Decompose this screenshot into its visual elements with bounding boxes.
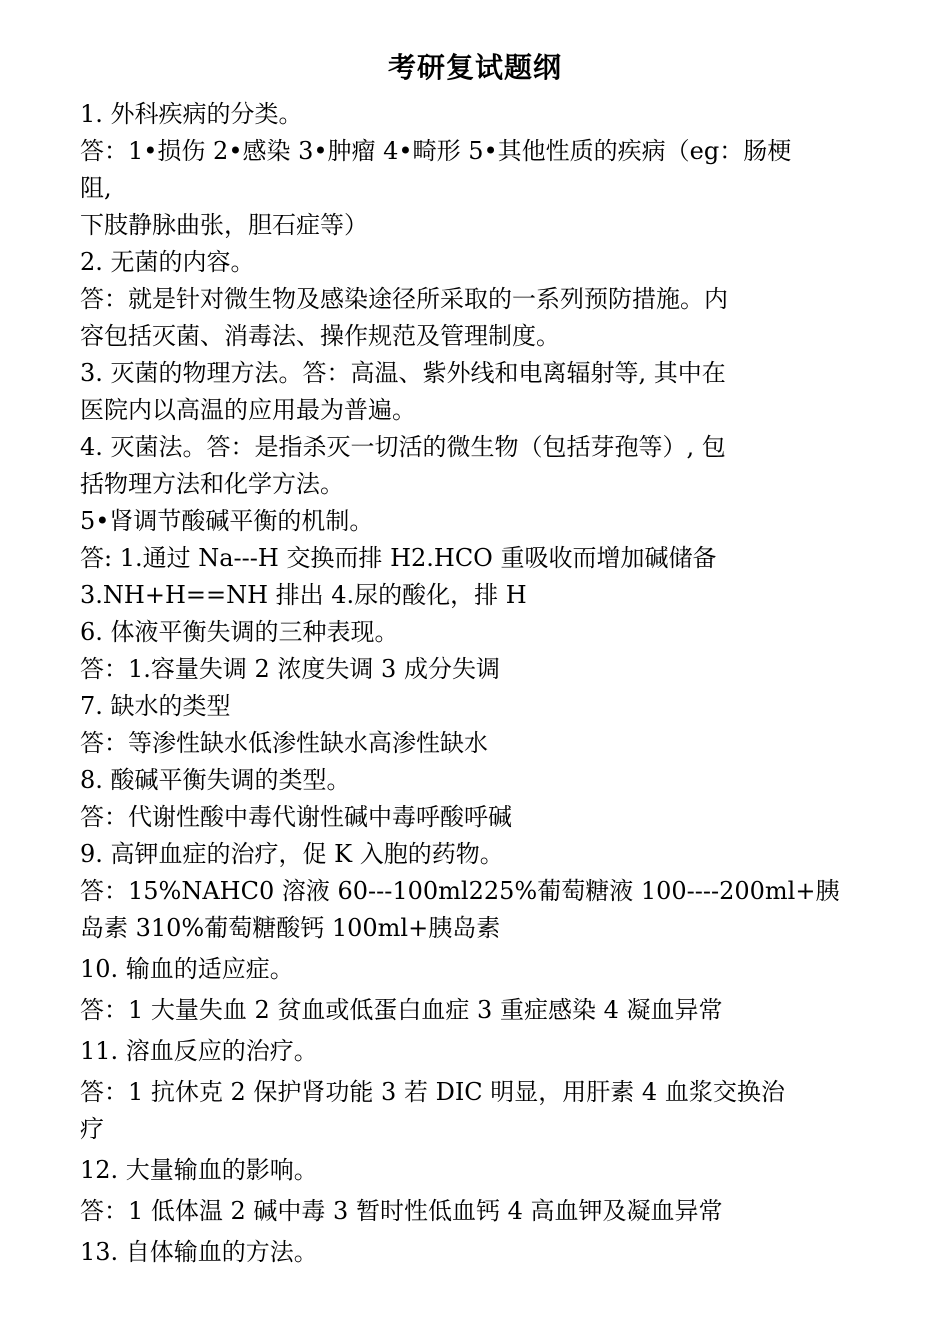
text-line: 答：1 大量失血 2 贫血或低蛋白血症 3 重症感染 4 凝血异常 (80, 996, 723, 1024)
text-line: 3.NH+H==NH 排出 4.尿的酸化，排 H (80, 581, 527, 609)
text-line: 13. 自体输血的方法。 (80, 1238, 318, 1266)
text-line: 下肢静脉曲张，胆石症等） (80, 211, 368, 239)
text-line: 医院内以高温的应用最为普遍。 (80, 396, 416, 424)
text-line: 2. 无菌的内容。 (80, 248, 255, 276)
text-line: 疗 (80, 1115, 104, 1143)
text-line: 10. 输血的适应症。 (80, 955, 294, 983)
text-line: 11. 溶血反应的治疗。 (80, 1037, 318, 1065)
text-line: 答: 1.通过 Na---H 交换而排 H2.HCO 重吸收而增加碱储备 (80, 544, 717, 572)
document-body (80, 96, 870, 1271)
text-line: 9. 高钾血症的治疗，促 K 入胞的药物。 (80, 840, 504, 868)
text-line: 7. 缺水的类型 (80, 692, 231, 720)
text-line: 答：等渗性缺水低渗性缺水高渗性缺水 (80, 729, 488, 757)
text-line: 阻, (80, 174, 112, 202)
text-line: 答：1•损伤 2•感染 3•肿瘤 4•畸形 5•其他性质的疾病（eg：肠梗 (80, 137, 792, 165)
text-line: 8. 酸碱平衡失调的类型。 (80, 766, 351, 794)
text-line: 5•肾调节酸碱平衡的机制。 (80, 507, 374, 535)
text-line: 3. 灭菌的物理方法。答：高温、紫外线和电离辐射等, 其中在 (80, 359, 726, 387)
text-line: 答：代谢性酸中毒代谢性碱中毒呼酸呼碱 (80, 803, 512, 831)
text-line: 6. 体液平衡失调的三种表现。 (80, 618, 399, 646)
text-line: 答：15%NAHC0 溶液 60---100ml225%葡萄糖液 100----200ml+胰 (80, 877, 840, 905)
text-line: 容包括灭菌、消毒法、操作规范及管理制度。 (80, 322, 560, 350)
text-line: 答：1.容量失调 2 浓度失调 3 成分失调 (80, 655, 500, 683)
document-title: 考研复试题纲 (387, 51, 562, 84)
text-line: 答：1 抗休克 2 保护肾功能 3 若 DIC 明显，用肝素 4 血浆交换治 (80, 1078, 785, 1106)
text-line: 岛素 310%葡萄糖酸钙 100ml+胰岛素 (80, 914, 501, 942)
text-line: 12. 大量输血的影响。 (80, 1156, 318, 1184)
text-line: 括物理方法和化学方法。 (80, 470, 344, 498)
text-line: 1. 外科疾病的分类。 (80, 100, 303, 128)
text-line: 4. 灭菌法。答：是指杀灭一切活的微生物（包括芽孢等）, 包 (80, 433, 726, 461)
text-line: 答：1 低体温 2 碱中毒 3 暂时性低血钙 4 高血钾及凝血异常 (80, 1197, 723, 1225)
text-line: 答：就是针对微生物及感染途径所采取的一系列预防措施。内 (80, 285, 728, 313)
